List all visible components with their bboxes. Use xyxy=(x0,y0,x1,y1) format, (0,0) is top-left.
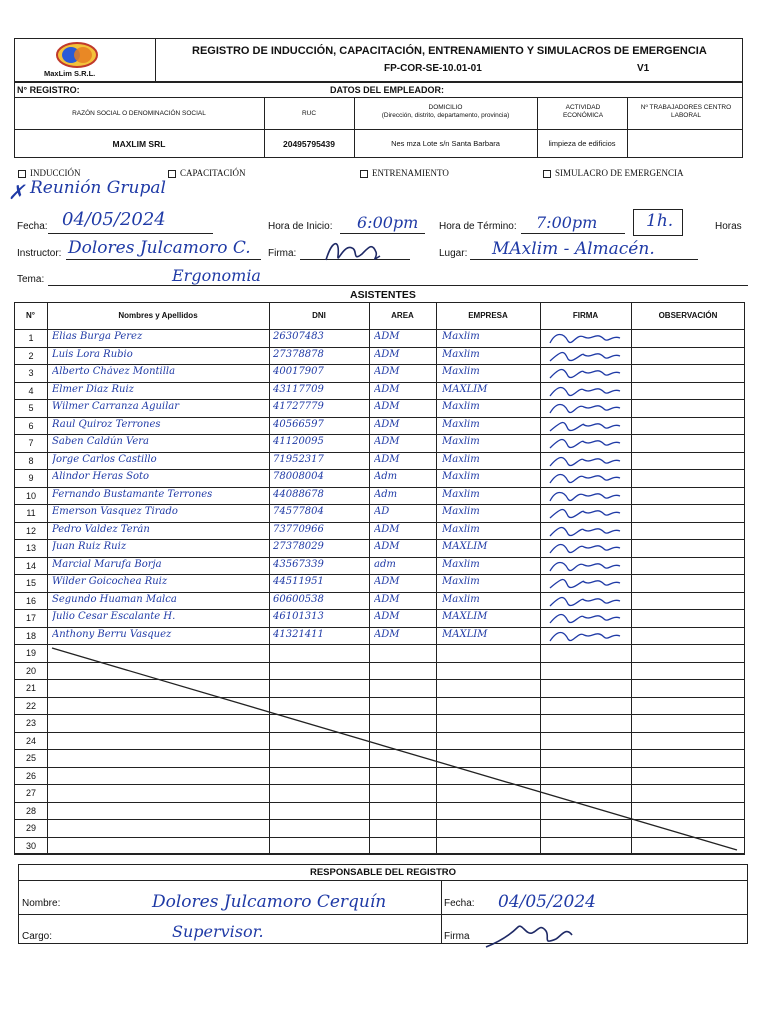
checkmark-mark: ✗ xyxy=(8,180,25,204)
row-number: 8 xyxy=(28,455,34,466)
row-number: 11 xyxy=(26,508,36,518)
cell-dni: 60600538 xyxy=(273,593,324,605)
attendee-signature xyxy=(546,469,626,487)
row-number: 26 xyxy=(25,770,36,781)
row-number: 23 xyxy=(25,718,36,728)
form-title: REGISTRO DE INDUCCIÓN, CAPACITACIÓN, ENTRENAMIENTO Y SIMULACROS DE EMERGENCIA xyxy=(192,45,707,57)
col-domicilio-header xyxy=(354,104,537,120)
row-divider xyxy=(14,487,745,488)
attendee-signature xyxy=(546,539,626,557)
cell-name: Fernando Bustamante Terrones xyxy=(52,488,213,500)
cell-area: Adm xyxy=(374,471,398,482)
cell-area: ADM xyxy=(374,541,400,552)
cell-area: ADM xyxy=(374,348,400,360)
checkbox-icon xyxy=(360,170,368,178)
row-number: 28 xyxy=(25,805,36,816)
row-number: 16 xyxy=(25,595,36,606)
cell-empresa: Maxlim xyxy=(442,593,480,605)
row-number: 21 xyxy=(25,683,36,693)
attendee-signature xyxy=(546,399,626,417)
row-number: 2 xyxy=(28,350,34,361)
row-divider xyxy=(14,452,745,453)
cell-dni: 41321411 xyxy=(273,628,324,640)
row-number: 10 xyxy=(25,490,36,501)
cell-name: Anthony Berru Vasquez xyxy=(52,628,172,640)
tema-value: Ergonomia xyxy=(172,266,261,285)
responsible-title: RESPONSABLE DEL REGISTRO xyxy=(309,867,457,878)
cell-area: ADM xyxy=(374,453,400,465)
cell-empresa: Maxlim xyxy=(442,523,480,535)
attendee-signature xyxy=(546,504,626,522)
cell-area: ADM xyxy=(374,418,400,430)
cell-dni: 46101313 xyxy=(273,611,324,622)
handwritten-type-note: Reunión Grupal xyxy=(30,178,166,198)
cell-name: Julio Cesar Escalante H. xyxy=(52,611,176,622)
row-divider xyxy=(14,592,745,593)
cell-empresa: Maxlim xyxy=(442,366,480,377)
cell-name: Luis Lora Rubio xyxy=(52,348,133,360)
cell-empresa: MAXLIM xyxy=(442,383,488,395)
registro-label: N° REGISTRO: xyxy=(17,85,80,95)
attendee-signature xyxy=(546,434,626,452)
actividad-value: limpieza de edificios xyxy=(548,139,616,148)
instructor-value: Dolores Julcamoro C. xyxy=(68,238,251,258)
void-diagonal-line xyxy=(47,645,747,860)
th-n: N° xyxy=(26,311,35,320)
domicilio-value: Nes mza Lote s/n Santa Barbara xyxy=(391,139,500,148)
checkbox-icon xyxy=(18,170,26,178)
cell-name: Alberto Chávez Montilla xyxy=(52,366,176,377)
col-trabajadores-header: Nº TRABAJADORES CENTRO LABORAL xyxy=(640,104,732,119)
instructor-signature xyxy=(322,234,384,273)
fecha-resp-label: Fecha: xyxy=(444,898,475,909)
lugar-label: Lugar: xyxy=(439,248,468,259)
cell-name: Wilmer Carranza Aguilar xyxy=(52,401,180,412)
row-number: 13 xyxy=(25,543,36,553)
hora-inicio-label: Hora de Inicio: xyxy=(268,221,333,232)
attendee-signature xyxy=(546,382,626,400)
row-number: 9 xyxy=(28,473,34,483)
cell-name: Raul Quiroz Terrones xyxy=(52,418,161,430)
cargo-label: Cargo: xyxy=(22,931,53,942)
cell-dni: 43117709 xyxy=(273,383,324,395)
row-divider xyxy=(14,627,745,628)
fecha-value: 04/05/2024 xyxy=(62,209,166,230)
cargo-value: Supervisor. xyxy=(172,922,264,941)
attendee-signature xyxy=(546,522,626,540)
cell-area: AD xyxy=(374,506,390,517)
cell-name: Saben Caldún Vera xyxy=(52,436,149,447)
col-domicilio-sub: (Dirección, distrito, departamento, provincia) xyxy=(381,112,510,119)
cell-area: ADM xyxy=(374,593,400,605)
cell-empresa: Maxlim xyxy=(442,488,480,500)
company-logo xyxy=(55,41,99,69)
th-nombres: Nombres y Apellidos xyxy=(118,311,198,320)
attendee-signature xyxy=(546,592,626,610)
type-induccion[interactable]: INDUCCIÓN xyxy=(18,168,81,178)
row-divider xyxy=(14,364,745,365)
attendee-signature xyxy=(546,627,626,645)
th-firma: FIRMA xyxy=(572,311,599,320)
row-divider xyxy=(14,557,745,558)
th-empresa: EMPRESA xyxy=(468,311,508,320)
checkbox-icon xyxy=(168,170,176,178)
cell-empresa: Maxlim xyxy=(442,331,480,342)
cell-empresa: MAXLIM xyxy=(442,541,488,552)
tema-label: Tema: xyxy=(17,274,45,285)
cell-area: ADM xyxy=(374,401,400,412)
attendee-signature xyxy=(546,347,626,365)
hora-termino-label: Hora de Término: xyxy=(439,221,517,232)
row-number: 7 xyxy=(28,438,34,448)
attendee-signature xyxy=(546,574,626,592)
fecha-resp-value: 04/05/2024 xyxy=(498,892,596,912)
attendee-signature xyxy=(546,452,626,470)
cell-name: Juan Ruiz Ruiz xyxy=(52,541,127,552)
cell-name: Elmer Diaz Ruiz xyxy=(52,383,134,395)
row-number: 29 xyxy=(25,823,36,833)
responsible-signature xyxy=(482,917,578,956)
nombre-value: Dolores Julcamoro Cerquín xyxy=(152,892,387,912)
row-divider xyxy=(14,417,745,418)
hora-inicio-value: 6:00pm xyxy=(357,213,419,232)
attendee-signature xyxy=(546,487,626,505)
row-number: 30 xyxy=(25,840,36,851)
cell-area: ADM xyxy=(374,628,400,640)
cell-name: Jorge Carlos Castillo xyxy=(52,453,157,465)
cell-empresa: MAXLIM xyxy=(442,628,488,640)
attendee-signature xyxy=(546,417,626,435)
attendee-signature xyxy=(546,557,626,575)
row-number: 18 xyxy=(25,630,36,641)
cell-area: ADM xyxy=(374,383,400,395)
cell-name: Pedro Valdez Terán xyxy=(52,523,150,535)
cell-name: Elias Burga Perez xyxy=(52,331,143,342)
type-entrenamiento[interactable]: ENTRENAMIENTO xyxy=(360,168,449,178)
row-number: 17 xyxy=(25,613,36,623)
row-divider xyxy=(14,574,745,575)
firma-label: Firma: xyxy=(268,248,297,259)
cell-area: ADM xyxy=(374,366,400,377)
cell-empresa: Maxlim xyxy=(442,418,480,430)
th-observacion: OBSERVACIÓN xyxy=(658,311,718,320)
row-divider xyxy=(14,539,745,540)
cell-dni: 43567339 xyxy=(273,558,324,570)
th-area: AREA xyxy=(391,311,414,320)
cell-empresa: MAXLIM xyxy=(442,611,488,622)
cell-area: ADM xyxy=(374,576,400,587)
instructor-label: Instructor: xyxy=(17,248,62,259)
row-number: 15 xyxy=(25,578,36,588)
cell-dni: 44088678 xyxy=(273,488,324,500)
row-number: 6 xyxy=(28,420,34,431)
row-number: 3 xyxy=(28,368,34,378)
hora-termino-value: 7:00pm xyxy=(536,213,598,232)
row-divider xyxy=(14,469,745,470)
attendee-signature xyxy=(546,329,626,347)
row-divider xyxy=(14,382,745,383)
th-dni: DNI xyxy=(312,311,326,320)
cell-dni: 40017907 xyxy=(273,366,324,377)
row-number: 22 xyxy=(25,700,36,711)
cell-area: ADM xyxy=(374,523,400,535)
cell-area: ADM xyxy=(374,436,400,447)
cell-dni: 44511951 xyxy=(273,576,324,587)
form-code: FP-COR-SE-10.01-01 xyxy=(384,63,482,74)
cell-empresa: Maxlim xyxy=(442,436,480,447)
attendee-signature xyxy=(546,609,626,627)
cell-dni: 26307483 xyxy=(273,331,324,342)
horas-label: Horas xyxy=(715,221,742,232)
col-razon-header: RAZÓN SOCIAL O DENOMINACIÓN SOCIAL xyxy=(72,110,206,117)
cell-dni: 41120095 xyxy=(273,436,324,447)
row-number: 12 xyxy=(25,525,36,536)
col-actividad-header: ACTIVIDAD ECONÓMICA xyxy=(562,104,604,119)
row-number: 20 xyxy=(25,665,36,676)
col-domicilio-title: DOMICILIO xyxy=(428,104,463,111)
cell-dni: 41727779 xyxy=(273,401,324,412)
nombre-label: Nombre: xyxy=(22,898,61,909)
row-number: 4 xyxy=(28,385,34,396)
cell-empresa: Maxlim xyxy=(442,401,480,412)
type-capacitacion[interactable]: CAPACITACIÓN xyxy=(168,168,245,178)
cell-empresa: Maxlim xyxy=(442,576,480,587)
cell-area: adm xyxy=(374,558,396,570)
cell-dni: 40566597 xyxy=(273,418,324,430)
cell-dni: 73770966 xyxy=(273,523,324,535)
cell-name: Marcial Marufa Borja xyxy=(52,558,162,570)
checkbox-icon xyxy=(543,170,551,178)
cell-empresa: Maxlim xyxy=(442,471,480,482)
cell-empresa: Maxlim xyxy=(442,348,480,360)
row-divider xyxy=(14,347,745,348)
cell-name: Wilder Goicochea Ruiz xyxy=(52,576,168,587)
row-number: 24 xyxy=(25,735,36,746)
row-divider xyxy=(14,609,745,610)
row-number: 25 xyxy=(25,753,36,763)
row-number: 19 xyxy=(25,648,36,658)
cell-dni: 74577804 xyxy=(273,506,324,517)
cell-name: Segundo Huaman Malca xyxy=(52,593,177,605)
datos-empleador-label: DATOS DEL EMPLEADOR: xyxy=(330,85,445,95)
cell-name: Emerson Vasquez Tirado xyxy=(52,506,178,517)
ruc-value: 20495795439 xyxy=(282,139,335,149)
row-divider xyxy=(14,434,745,435)
row-number: 14 xyxy=(25,560,36,571)
row-number: 27 xyxy=(25,788,36,798)
cell-dni: 27378029 xyxy=(273,541,324,552)
cell-empresa: Maxlim xyxy=(442,506,480,517)
col-ruc-header: RUC xyxy=(301,110,317,117)
cell-area: ADM xyxy=(374,611,400,622)
logo-text: MaxLim S.R.L. xyxy=(44,69,96,78)
row-divider xyxy=(14,399,745,400)
razon-value: MAXLIM SRL xyxy=(112,139,166,149)
firma-resp-label: Firma xyxy=(444,931,470,942)
cell-dni: 71952317 xyxy=(273,453,324,465)
cell-dni: 27378878 xyxy=(273,348,324,360)
fecha-label: Fecha: xyxy=(17,221,48,232)
header-divider xyxy=(155,38,156,82)
cell-area: Adm xyxy=(374,488,398,500)
cell-dni: 78008004 xyxy=(273,471,324,482)
attendee-signature xyxy=(546,364,626,382)
cell-empresa: Maxlim xyxy=(442,558,480,570)
cell-empresa: Maxlim xyxy=(442,453,480,465)
row-divider xyxy=(14,522,745,523)
row-divider xyxy=(14,504,745,505)
cell-name: Alindor Heras Soto xyxy=(52,471,150,482)
row-number: 5 xyxy=(28,403,34,413)
cell-area: ADM xyxy=(374,331,400,342)
horas-value: 1h. xyxy=(646,211,674,231)
form-version: V1 xyxy=(637,63,650,74)
asistentes-title: ASISTENTES xyxy=(350,289,416,301)
lugar-value: MAxlim - Almacén. xyxy=(492,239,655,259)
type-simulacro[interactable]: SIMULACRO DE EMERGENCIA xyxy=(543,168,684,178)
row-number: 1 xyxy=(28,333,34,343)
